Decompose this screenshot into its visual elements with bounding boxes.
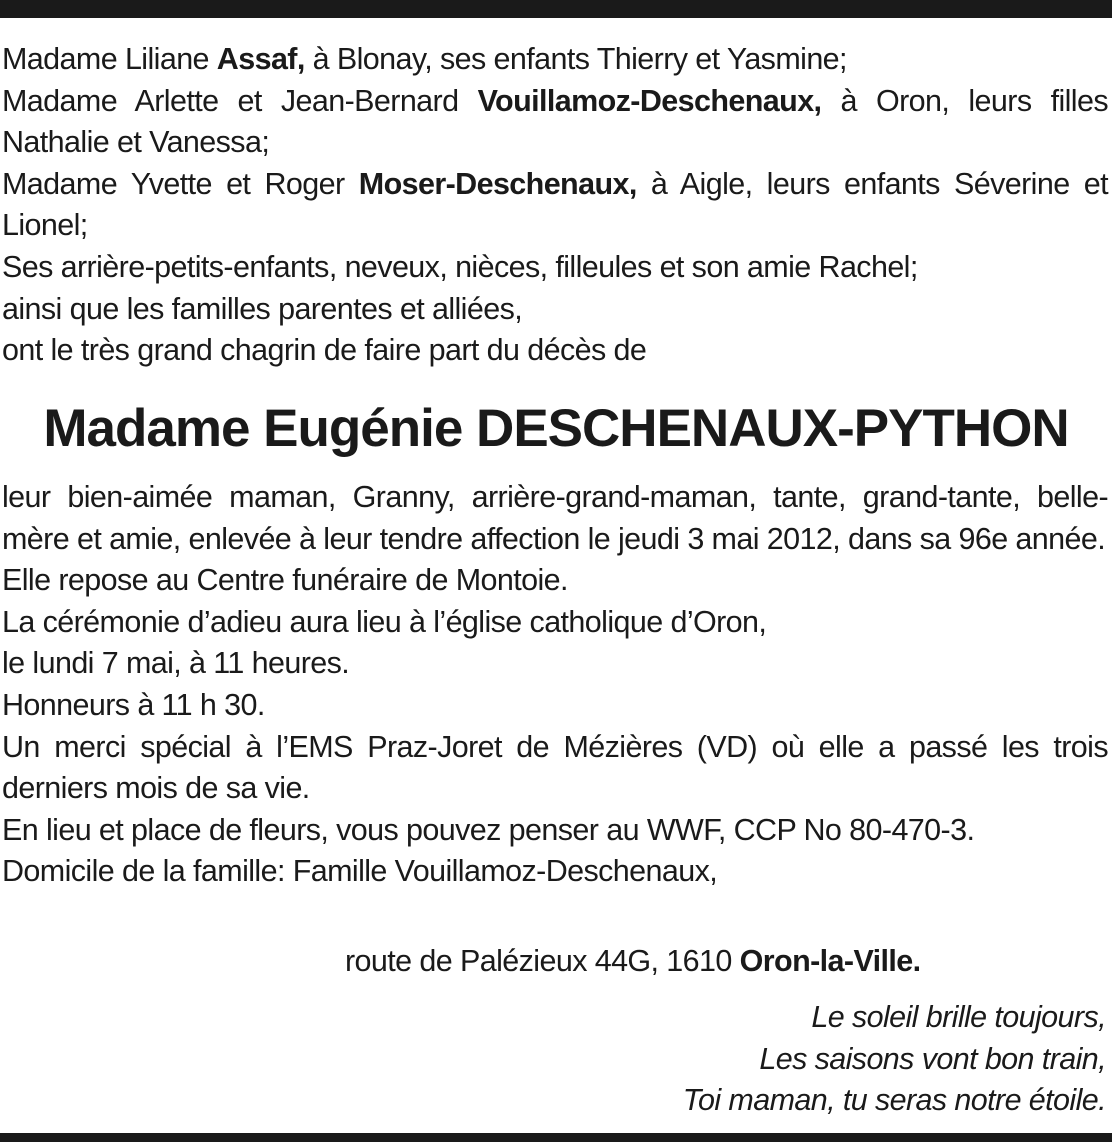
deceased-name: Madame Eugénie DESCHENAUX-PYTHON xyxy=(43,399,1069,458)
family-line: ainsi que les familles parentes et alliées, xyxy=(2,291,523,326)
family-text: à Aigle, leurs enfants Séverine et Lionel; xyxy=(2,166,1109,243)
family-line xyxy=(2,39,1108,81)
family-domicile: Domicile de la famille: Famille Vouillamoz-Deschenaux, xyxy=(2,854,718,889)
top-rule xyxy=(0,0,1112,18)
family-list xyxy=(2,39,1108,372)
family-text: Madame Liliane xyxy=(2,42,217,76)
family-line xyxy=(2,81,1108,164)
announcement-paragraph: La cérémonie d’adieu aura lieu à l’église catholique d’Oron, xyxy=(2,604,767,639)
announcement-paragraph: le lundi 7 mai, à 11 heures. xyxy=(2,646,350,681)
announcement xyxy=(2,477,1108,893)
family-text: Madame Yvette et Roger xyxy=(2,166,359,201)
announcement-paragraph: leur bien-aimée maman, Granny, arrière-grand-maman, tante, grand-tante, belle-mère et amie, enlevée à leur tendre affection le jeudi 3 mai 2012, dans sa 96e année. xyxy=(2,480,1108,556)
poem-line: Les saisons vont bon train, xyxy=(759,1041,1106,1076)
family-surname: Assaf, xyxy=(216,42,305,76)
family-address xyxy=(345,941,921,983)
family-surname: Vouillamoz-Deschenaux, xyxy=(477,83,822,118)
family-text: Madame Arlette et Jean-Bernard xyxy=(2,83,478,118)
family-line xyxy=(2,164,1108,247)
announcement-paragraph: Un merci spécial à l’EMS Praz-Joret de Mézières (VD) où elle a passé les trois derniers mois de sa vie. xyxy=(2,729,1108,806)
announcement-paragraph: En lieu et place de fleurs, vous pouvez penser au WWF, CCP No 80-470-3. xyxy=(2,812,975,847)
announcement-paragraph: Honneurs à 11 h 30. xyxy=(2,687,265,722)
family-line: Ses arrière-petits-enfants, neveux, nièces, filleules et son amie Rachel; xyxy=(2,249,918,284)
closing-poem xyxy=(683,997,1106,1122)
address-town: Oron-la-Ville. xyxy=(739,944,921,978)
family-text: à Oron, leurs filles Nathalie et Vanessa; xyxy=(2,83,1108,160)
poem-line: Le soleil brille toujours, xyxy=(811,1000,1106,1034)
family-surname: Moser-Deschenaux, xyxy=(358,166,637,201)
announcement-paragraph: Elle repose au Centre funéraire de Montoie. xyxy=(2,563,568,598)
poem-line: Toi maman, tu seras notre étoile. xyxy=(682,1083,1106,1118)
family-text: à Blonay, ses enfants Thierry et Yasmine; xyxy=(304,42,847,76)
address-street: route de Palézieux 44G, 1610 xyxy=(345,944,740,978)
bottom-rule xyxy=(0,1133,1112,1142)
family-line: ont le très grand chagrin de faire part du décès de xyxy=(2,333,647,368)
